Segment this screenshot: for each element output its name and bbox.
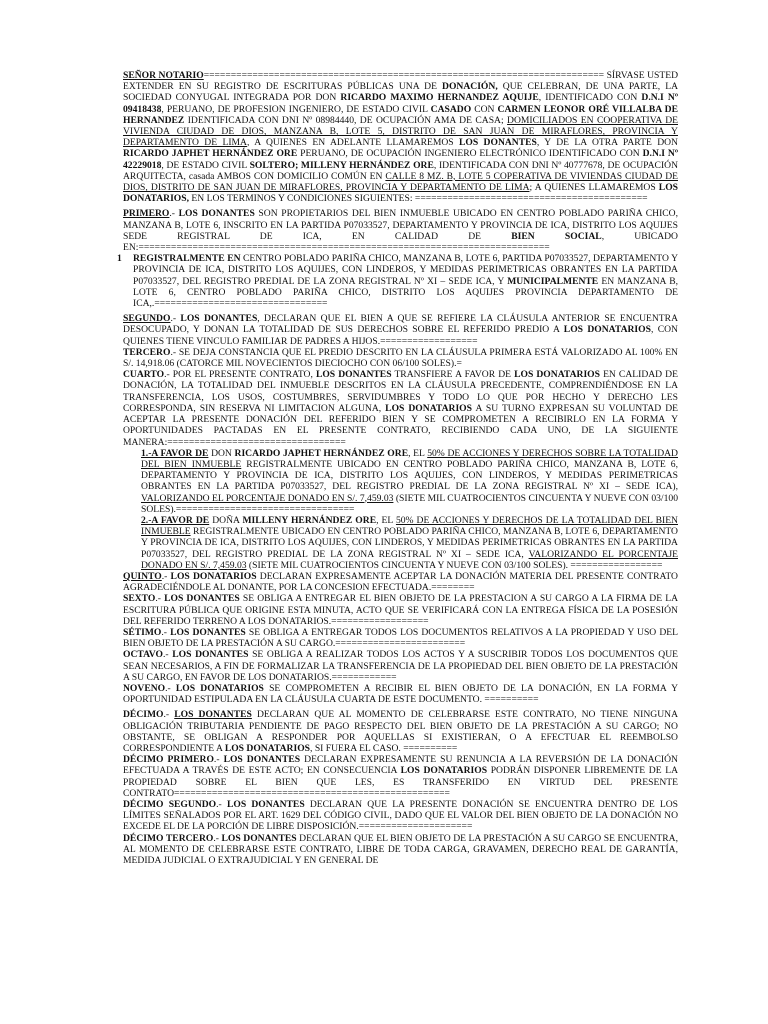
text-run: DECLARAN QUE LA PRESENTE DONACIÓN SE ENCUENTRA DENTRO DE LOS LÍMITES SEÑALADOS POR EL ART. 1629 DEL CÓDIGO CIVIL, DADO QUE EL VALOR DEL BIEN OBJETO DE LA DONACIÓN NO EXCEDE EL DE LA PORCIÓN DE LIBRE DISPOSICIÓN.===================== <box>123 799 678 833</box>
text-run: REGISTRALMENTE UBICADO EN CENTRO POBLADO PARIÑA CHICO, MANZANA B, LOTE 6, DEPARTAMENTO Y PROVINCIA DE ICA, DISTRITO LOS AQUIJES, CON LINDEROS, Y MEDIDAS PERIMETRICAS OBRANTES EN LA PARTIDA P07033527, DEL REGISTRO PREDIAL DE LA ZONA REGISTRAL Nº XI – SEDE ICA, <box>141 526 678 560</box>
paragraph-cuarto <box>123 369 678 447</box>
text-run: REGISTRALMENTE UBICADO EN CENTRO POBLADO PARIÑA CHICO, MANZANA B, LOTE 6, DEPARTAMENTO Y PROVINCIA DE ICA, DISTRITO LOS AQUIJES, CON LINDEROS, Y MEDIDAS PERIMETRICAS OBRANTES EN LA PARTIDA P07033527, DEL REGISTRO PREDIAL DE LA ZONA REGISTRAL Nº XI – SEDE ICA), <box>141 458 678 493</box>
text-run: .- <box>161 626 171 638</box>
text-run: RICARDO JAPHET HERNÁNDEZ ORE <box>234 447 409 459</box>
text-run: DÉCIMO SEGUNDO <box>123 799 217 810</box>
paragraph-intro <box>123 70 678 204</box>
paragraph-sexto <box>123 593 678 627</box>
paragraph-noveno <box>123 683 678 705</box>
text-run: LOS DONANTES <box>172 649 249 661</box>
text-run: DÉCIMO <box>123 709 164 721</box>
text-run: A SU TURNO EXPRESAN SU VOLUNTAD DE ACEPTAR LA PRESENTE DONACIÓN DEL REFERIDO BIEN Y SE COMPROMETEN A RECIBIRLO EN LA FORMA Y OPORTUNIDADES PACTADAS EN EL PRESENTE CONTRATO, RECIBIENDO CADA UNO, DE LA SIGUIENTE MANERA:================================= <box>123 402 678 448</box>
text-run: SON PROPIETARIOS DEL BIEN INMUEBLE UBICADO EN CENTRO POBLADO PARIÑA CHICO, MANZANA B, LOTE 6, INSCRITO EN LA PARTIDA P07033527, DEPARTAMENTO Y PROVINCIA DE ICA, DISTRITO LOS AQUIJES SEDE REGISTRAL DE ICA, EN CALIDAD DE <box>123 208 678 242</box>
paragraph-segundo <box>123 313 678 347</box>
text-run: LOS DONATARIOS <box>224 742 311 754</box>
text-run: 50% DE ACCIONES Y DERECHOS SOBRE LA TOTALIDAD DEL BIEN INMUEBLE <box>141 447 678 470</box>
text-run: LOS DONANTES <box>180 313 258 325</box>
text-run: SE COMPROMETEN A RECIBIR EL BIEN OBJETO DE LA DONACIÓN, EN LA FORMA Y OPORTUNIDAD ESTIPULADA EN LA CLÁUSULA CUARTA DE ESTE DOCUMENTO. ========== <box>123 682 678 706</box>
text-run: DECLARAN QUE AL MOMENTO DE CELEBRARSE ESTE CONTRATO, NO TIENE NINGUNA OBLIGACIÓN TRIBUTARIA PENDIENTE DE PAGO RESPECTO DEL BIEN OBJETO DE LA PRESTACIÓN A SU CARGO; NO OBSTANTE, SE OBLIGAN A RESPONDER POR AQUELLAS SI EXISTIERAN, O A EFECTUAR EL REEMBOLSO CORRESPONDIENTE A <box>123 709 678 754</box>
text-run: , UBICADO EN:============================================================================ <box>123 230 678 254</box>
text-run: DECLARAN QUE EL BIEN OBJETO DE LA PRESTACIÓN A SU CARGO SE ENCUENTRA, AL MOMENTO DE CELEBRARSE ESTE CONTRATO, LIBRE DE TODA CARGA, GRAVAMEN, DERECHO REAL DE GARANTÍA, MEDIDA JUDICIAL O EXTRAJUDICIAL Y EN GENERAL DE <box>123 832 678 867</box>
text-run: , IDENTIFICADA CON DNI Nº 40777678, DE OCUPACIÓN ARQUITECTA, casada AMBOS CON DOMICILIO COMÚN EN <box>123 159 679 182</box>
text-run: LOS DONATARIOS, <box>123 182 678 205</box>
text-run: SEGUNDO <box>123 313 171 325</box>
list-number: 1 <box>117 253 122 265</box>
paragraph-decimo-segundo <box>123 799 678 833</box>
paragraph-primero <box>123 208 678 253</box>
text-run: DON <box>208 447 235 459</box>
text-run: .- SE DEJA CONSTANCIA QUE EL PREDIO DESCRITO EN LA CLÁUSULA PRIMERA ESTÁ VALORIZADO AL 100% EN S/. 14,918.06 (CATORCE MIL NOVECIENTOS DIECIOCHO CON 06/100 SOLES).= <box>123 346 678 370</box>
text-run: , EL <box>376 514 396 526</box>
text-run: , A QUIENES EN ADELANTE LLAMAREMOS <box>246 137 459 149</box>
text-run: EN MANZANA B, LOTE 6, CENTRO POBLADO PARIÑA CHICO, DISTRITO LOS AQUIJES PROVINCIA DEPARTAMENTO DE ICA,.================================ <box>133 275 678 310</box>
text-run: DONACIÓN, <box>442 81 498 93</box>
text-run: LOS DONANTES <box>178 208 255 220</box>
paragraph-decimo-primero <box>123 754 678 799</box>
text-run: QUINTO <box>123 570 162 582</box>
text-run: SÍRVASE USTED EXTENDER EN SU REGISTRO DE ESCRITURAS PÚBLICAS UNA DE <box>123 70 678 93</box>
document-page <box>117 70 679 867</box>
text-run: EN CALIDAD DE DONACIÓN, LA TOTALIDAD DEL INMUEBLE DESCRITOS EN LA CLÁUSULA PRECEDENTE, COMPRENDIÉNDOSE EN LA TRANSFERENCIA, LOS USOS, COSTUMBRES, SERVIDUMBRES Y TODO LO QUE POR HECHO Y DERECHO LES CORRESPONDA, SIN RESERVA NI LIMITACION ALGUNA, <box>123 369 678 414</box>
text-run: .- POR EL PRESENTE CONTRATO, <box>164 369 316 381</box>
text-run: SE OBLIGA A ENTREGAR TODOS LOS DOCUMENTOS RELATIVOS A LA PROPIEDAD Y USO DEL BIEN OBJETO DE LA PRESTACIÓN A SU CARGO.======================== <box>123 626 679 650</box>
text-run: LOS DONATARIOS <box>385 402 472 414</box>
text-run: , EL <box>408 447 428 459</box>
text-run: D.N.I Nº 42229018 <box>123 148 678 171</box>
text-run: DÉCIMO PRIMERO <box>123 754 214 766</box>
text-run: LOS DONANTES <box>174 709 252 721</box>
text-run: , SI FUERA EL CASO. ========== <box>310 742 458 754</box>
text-run: .- <box>213 754 224 766</box>
text-run: , CON QUIENES TIENE VINCULO FAMILIAR DE PADRES A HIJOS.================== <box>123 324 678 347</box>
text-run: VALORIZANDO EL PORCENTAJE DONADO EN S/. 7,459.03 <box>141 548 678 571</box>
text-run: SEXTO <box>123 593 156 605</box>
text-run: PODRÁN DISPONER LIBREMENTE DE LA PROPIEDAD SOBRE EL BIEN QUE LES, ES TRANSFERIDO EN VIRTUD DEL PRESENTE CONTRATO=================================================== <box>123 765 678 799</box>
text-run: ; A QUIENES LLAMAREMOS <box>529 182 659 194</box>
paragraph-tercero <box>123 347 678 369</box>
text-run: SE OBLIGA A ENTREGAR EL BIEN OBJETO DE LA PRESTACION A SU CARGO A LA FIRMA DE LA ESCRITURA PÚBLICA QUE ORIGINE ESTA MINUTA, ACTO QUE SE VERIFICARÁ CON LA ENTREGA FÍSICA DE LA POSESIÓN DEL REFERIDO TERRENO A LOS DONATARIOS.================== <box>123 593 679 627</box>
text-run: LOS DONANTES <box>164 593 240 605</box>
text-run: LOS DONANTES <box>459 137 537 149</box>
text-run: SOLTERO; MILLENY HERNÁNDEZ ORE <box>249 159 434 171</box>
text-run: SEÑOR NOTARIO <box>123 70 204 81</box>
text-run: (SIETE MIL CUATROCIENTOS CINCUENTA Y NUEVE CON 03/100 SOLES).================================= <box>141 492 678 515</box>
text-run: VALORIZANDO EL PORCENTAJE DONADO EN S/. 7,459.03 <box>141 492 394 504</box>
text-run: CALLE 8 MZ. B, LOTE 5 COPERATIVA DE VIVIENDAS CIUDAD DE DIOS, DISTRITO DE SAN JUAN DE MIRAFLORES, PROVINCIA Y DEPARTAMENTO DE LIMA <box>123 170 678 194</box>
text-run: .- <box>170 313 181 325</box>
paragraph-favor-2 <box>123 515 678 571</box>
text-run: DÉCIMO TERCERO <box>123 832 214 844</box>
text-run: SE OBLIGA A REALIZAR TODOS LOS ACTOS Y A SUSCRIBIR TODOS LOS DOCUMENTOS QUE SEAN NECESARIOS, A FIN DE FORMALIZAR LA TRANSFERENCIA DE LA PROPIEDAD DEL BIEN OBJETO DE LA PRESTACIÓN A SU CARGO, EN FAVOR DE LOS DONATARIOS.============ <box>123 649 678 683</box>
text-run: LOS DONATARIOS <box>563 324 651 336</box>
text-run: PERUANO, DE OCUPACIÓN INGENIERO ELECTRÓNICO IDENTIFICADO CON <box>297 148 643 160</box>
text-run: TRANSFIERE A FAVOR DE <box>391 369 515 381</box>
text-run: LOS DONANTES <box>221 832 297 844</box>
text-run: , IDENTIFICADO CON <box>538 92 642 104</box>
text-run: LOS DONATARIOS <box>514 369 600 381</box>
text-run: .- <box>161 570 171 582</box>
paragraph-quinto <box>123 571 678 593</box>
text-run: SÉTIMO <box>123 626 162 638</box>
paragraph-primero-1 <box>117 253 678 310</box>
text-run: TERCERO <box>123 346 171 358</box>
text-run: , DE ESTADO CIVIL <box>161 159 250 171</box>
text-run: DECLARAN EXPRESAMENTE ACEPTAR LA DONACIÓN MATERIA DEL PRESENTE CONTRATO AGRADECIÉNDOLE AL DONANTE, POR LA CONCESION EFECTUADA.======== <box>123 570 678 594</box>
text-run: BIEN SOCIAL <box>511 230 602 242</box>
text-run: LOS DONANTES <box>226 799 305 810</box>
text-run: ========================================================================== <box>203 70 605 81</box>
text-run: .- <box>163 709 175 721</box>
text-run: .- <box>162 649 173 661</box>
text-run: RICARDO JAPHET HERNÁNDEZ ORE <box>123 148 298 160</box>
text-run: MILLENY HERNÁNDEZ ORE <box>242 514 377 526</box>
text-run: EN LOS TERMINOS Y CONDICIONES SIGUIENTES: =========================================== <box>189 193 648 205</box>
paragraph-octavo <box>123 649 678 683</box>
text-run: LOS DONANTES <box>170 626 246 638</box>
text-run: CUARTO <box>123 369 165 381</box>
text-run: .- <box>165 682 176 694</box>
text-run: CENTRO POBLADO PARIÑA CHICO, MANZANA B, LOTE 6, PARTIDA P07033527, DEPARTAMENTO Y PROVINCIA DE ICA, DISTRITO LOS AQUIJES, CON LINDEROS, Y MEDIDAS PERIMETRICAS OBRANTES EN LA PARTIDA P07033527, DEL REGISTRO PREDIAL DE LA ZONA REGISTRAL Nº XI – SEDE ICA, Y <box>133 253 678 287</box>
text-run: REGISTRALMENTE EN <box>133 253 241 265</box>
paragraph-favor-1 <box>123 448 678 515</box>
text-run: 50% DE ACCIONES Y DERECHOS DE LA TOTALIDAD DEL BIEN INMUEBLE <box>141 514 678 538</box>
text-run: QUE CELEBRAN, DE UNA PARTE, LA SOCIEDAD CONYUGAL INTEGRADA POR DON <box>123 81 679 104</box>
text-run: .- <box>155 593 165 605</box>
text-run: , PERUANO, DE PROFESION INGENIERO, DE ESTADO CIVIL <box>161 103 431 115</box>
text-run: .- <box>216 799 227 810</box>
paragraph-decimo-tercero <box>123 833 678 867</box>
text-run: LOS DONATARIOS <box>170 570 257 582</box>
text-run: , DECLARAN QUE EL BIEN A QUE SE REFIERE LA CLÁUSULA ANTERIOR SE ENCUENTRA DESOCUPADO, Y DONAN LA TOTALIDAD DE SUS DERECHOS SOBRE EL REFERIDO PREDIO A <box>123 313 678 336</box>
text-run: CON <box>471 103 498 115</box>
text-run: NOVENO <box>123 682 166 694</box>
text-run: LOS DONANTES <box>223 754 301 766</box>
text-run: LOS DONATARIOS <box>400 765 488 777</box>
text-run: IDENTIFICADA CON DNI Nº 08984440, DE OCUPACIÓN AMA DE CASA; <box>184 114 508 126</box>
text-run: D.N.I Nº 09418438 <box>123 92 678 115</box>
text-run: DOÑA <box>209 514 243 526</box>
text-run: .- <box>213 832 222 844</box>
paragraph-setimo <box>123 627 678 649</box>
text-run: LOS DONATARIOS <box>175 682 264 694</box>
text-run: RICARDO MAXIMO HERNANDEZ AQUIJE <box>340 92 539 104</box>
text-run: , Y DE LA OTRA PARTE DON <box>536 137 678 149</box>
text-run: (SIETE MIL CUATROCIENTOS CINCUENTA Y NUEVE CON 03/100 SOLES). ================= <box>246 559 663 571</box>
text-run: DOMICILIADOS EN COOPERATIVA DE VIVIENDA CIUDAD DE DIOS, MANZANA B, LOTE 5, DISTRITO DE SAN JUAN DE MIRAFLORES, PROVINCIA Y DEPARTAMENTO DE LIMA <box>123 114 678 149</box>
text-run: CARMEN LEONOR ORÉ VILLALBA DE HERNANDEZ <box>123 103 678 126</box>
paragraph-decimo <box>123 709 678 754</box>
text-run: DECLARAN EXPRESAMENTE SU RENUNCIA A LA REVERSIÓN DE LA DONACIÓN EFECTUADA A TRAVÉS DE ESTE ACTO; EN CONSECUENCIA <box>123 754 678 777</box>
text-run: 2.-A FAVOR DE <box>141 514 210 526</box>
text-run: LOS DONANTES <box>315 369 392 381</box>
text-run: CASADO <box>430 103 472 115</box>
text-run: MUNICIPALMENTE <box>507 275 599 287</box>
text-run: OCTAVO <box>123 649 163 661</box>
text-run: 1.-A FAVOR DE <box>141 447 209 459</box>
text-run: .- <box>169 208 179 220</box>
text-run: PRIMERO <box>123 208 170 220</box>
